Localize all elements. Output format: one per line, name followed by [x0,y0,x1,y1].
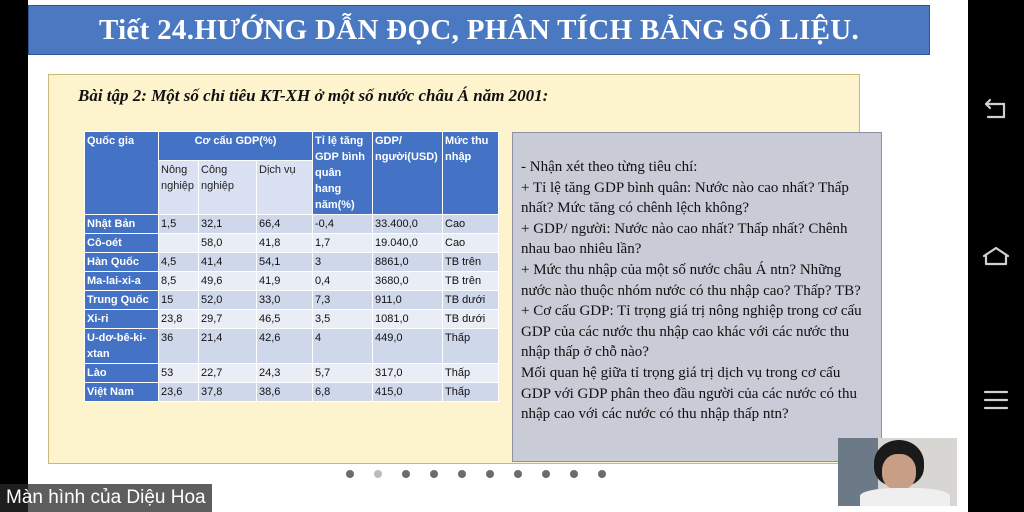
cell-agri: 53 [159,364,199,383]
note-line: + Cơ cấu GDP: Tỉ trọng giá trị nông nghiệp trong cơ cấu GDP của các nước thu nhập cao khác với các nước thu nhập thấp ở chỗ nào? [521,303,862,361]
cell-gdp: 911,0 [373,291,443,310]
screen-share-label: Màn hình của Diệu Hoa [0,484,212,512]
webcam-person-face [882,454,916,490]
country-cell: Ma-lai-xi-a [85,272,159,291]
cell-serv: 38,6 [257,383,313,402]
table-body [85,215,499,402]
cell-serv: 54,1 [257,253,313,272]
country-cell: U-dơ-bê-ki-xtan [85,329,159,364]
cell-ind: 58,0 [199,234,257,253]
back-button[interactable] [978,92,1014,128]
header-growth: Tỉ lệ tăng GDP bình quân hang năm(%) [313,132,373,215]
subheader-services: Dịch vụ [257,161,313,215]
country-cell: Việt Nam [85,383,159,402]
cell-serv: 46,5 [257,310,313,329]
cell-agri: 4,5 [159,253,199,272]
cell-ind: 29,7 [199,310,257,329]
cell-serv: 33,0 [257,291,313,310]
cell-serv: 41,8 [257,234,313,253]
table-row [85,364,499,383]
cell-growth: 1,7 [313,234,373,253]
cell-income: Cao [443,215,499,234]
table-row [85,253,499,272]
home-button[interactable] [978,238,1014,274]
cell-agri: 1,5 [159,215,199,234]
cell-ind: 32,1 [199,215,257,234]
header-country: Quốc gia [85,132,159,215]
header-income: Mức thu nhập [443,132,499,215]
cell-growth: 7,3 [313,291,373,310]
cell-serv: 42,6 [257,329,313,364]
pagination-dot[interactable] [570,470,578,478]
cell-serv: 66,4 [257,215,313,234]
table-row [85,291,499,310]
pagination-dot[interactable] [514,470,522,478]
cell-income: Cao [443,234,499,253]
cell-serv: 41,9 [257,272,313,291]
pagination-dot[interactable] [542,470,550,478]
webcam-thumbnail[interactable] [838,438,957,506]
cell-gdp: 19.040,0 [373,234,443,253]
slide-title-bar [28,5,930,55]
cell-growth: 6,8 [313,383,373,402]
cell-income: Thấp [443,383,499,402]
cell-gdp: 1081,0 [373,310,443,329]
cell-income: TB dưới [443,310,499,329]
cell-agri: 8,5 [159,272,199,291]
pagination-dot[interactable] [346,470,354,478]
note-line: + Mức thu nhập của một số nước châu Á ntn? Những nước nào thuộc nhóm nước có thu nhập cao? Thấp? TB? [521,261,861,299]
cell-agri: 36 [159,329,199,364]
cell-ind: 22,7 [199,364,257,383]
cell-gdp: 449,0 [373,329,443,364]
cell-growth: 3 [313,253,373,272]
country-cell: Cô-oét [85,234,159,253]
pagination-dot[interactable] [430,470,438,478]
note-line: Mối quan hệ giữa tỉ trọng giá trị dịch vụ trong cơ cấu GDP với GDP phân theo đầu người của các nước có thu nhập cao với các nước có thu nhập thấp ntn? [521,364,857,423]
table-row [85,272,499,291]
cell-ind: 49,6 [199,272,257,291]
home-icon [980,242,1012,270]
cell-gdp: 8861,0 [373,253,443,272]
cell-income: TB trên [443,272,499,291]
country-cell: Lào [85,364,159,383]
table-row [85,329,499,364]
cell-income: Thấp [443,329,499,364]
data-table [84,131,499,402]
cell-gdp: 3680,0 [373,272,443,291]
country-cell: Nhật Bản [85,215,159,234]
pagination-dot[interactable] [458,470,466,478]
recent-apps-button[interactable] [978,382,1014,418]
pagination-dot[interactable] [486,470,494,478]
cell-ind: 52,0 [199,291,257,310]
notes-panel [512,132,882,462]
pagination-dot[interactable] [374,470,382,478]
cell-ind: 37,8 [199,383,257,402]
country-cell: Hàn Quốc [85,253,159,272]
subheader-agriculture: Nông nghiệp [159,161,199,215]
note-line: + Tỉ lệ tăng GDP bình quân: Nước nào cao nhất? Thấp nhất? Mức tăng có chênh lệch không? [521,179,849,217]
cell-growth: 3,5 [313,310,373,329]
cell-income: TB dưới [443,291,499,310]
cell-serv: 24,3 [257,364,313,383]
back-icon [982,98,1010,122]
cell-growth: 0,4 [313,272,373,291]
note-line: + GDP/ người: Nước nào cao nhất? Thấp nhất? Chênh nhau bao nhiêu lần? [521,220,848,258]
cell-agri: 15 [159,291,199,310]
pagination-dot[interactable] [402,470,410,478]
menu-icon [982,388,1010,412]
slide-pagination [346,470,606,478]
cell-agri [159,234,199,253]
cell-growth: -0,4 [313,215,373,234]
table-row [85,310,499,329]
country-cell: Xi-ri [85,310,159,329]
header-gdp-structure: Cơ cấu GDP(%) [159,132,313,161]
cell-gdp: 33.400,0 [373,215,443,234]
cell-growth: 4 [313,329,373,364]
cell-ind: 41,4 [199,253,257,272]
subheader-industry: Công nghiệp [199,161,257,215]
cell-ind: 21,4 [199,329,257,364]
note-line: - Nhận xét theo từng tiêu chí: [521,159,698,175]
table-row [85,383,499,402]
cell-gdp: 415,0 [373,383,443,402]
country-cell: Trung Quốc [85,291,159,310]
header-gdp-per-capita: GDP/ người(USD) [373,132,443,215]
table-row [85,234,499,253]
exercise-title: Bài tập 2: Một số chỉ tiêu KT-XH ở một số nước châu Á năm 2001: [78,86,549,105]
cell-gdp: 317,0 [373,364,443,383]
slide-title: Tiết 24.HƯỚNG DẪN ĐỌC, PHÂN TÍCH BẢNG SỐ LIỆU. [98,13,860,46]
pagination-dot[interactable] [598,470,606,478]
cell-agri: 23,6 [159,383,199,402]
cell-income: TB trên [443,253,499,272]
cell-income: Thấp [443,364,499,383]
table-row [85,215,499,234]
cell-growth: 5,7 [313,364,373,383]
webcam-person-shirt [860,488,950,506]
cell-agri: 23,8 [159,310,199,329]
